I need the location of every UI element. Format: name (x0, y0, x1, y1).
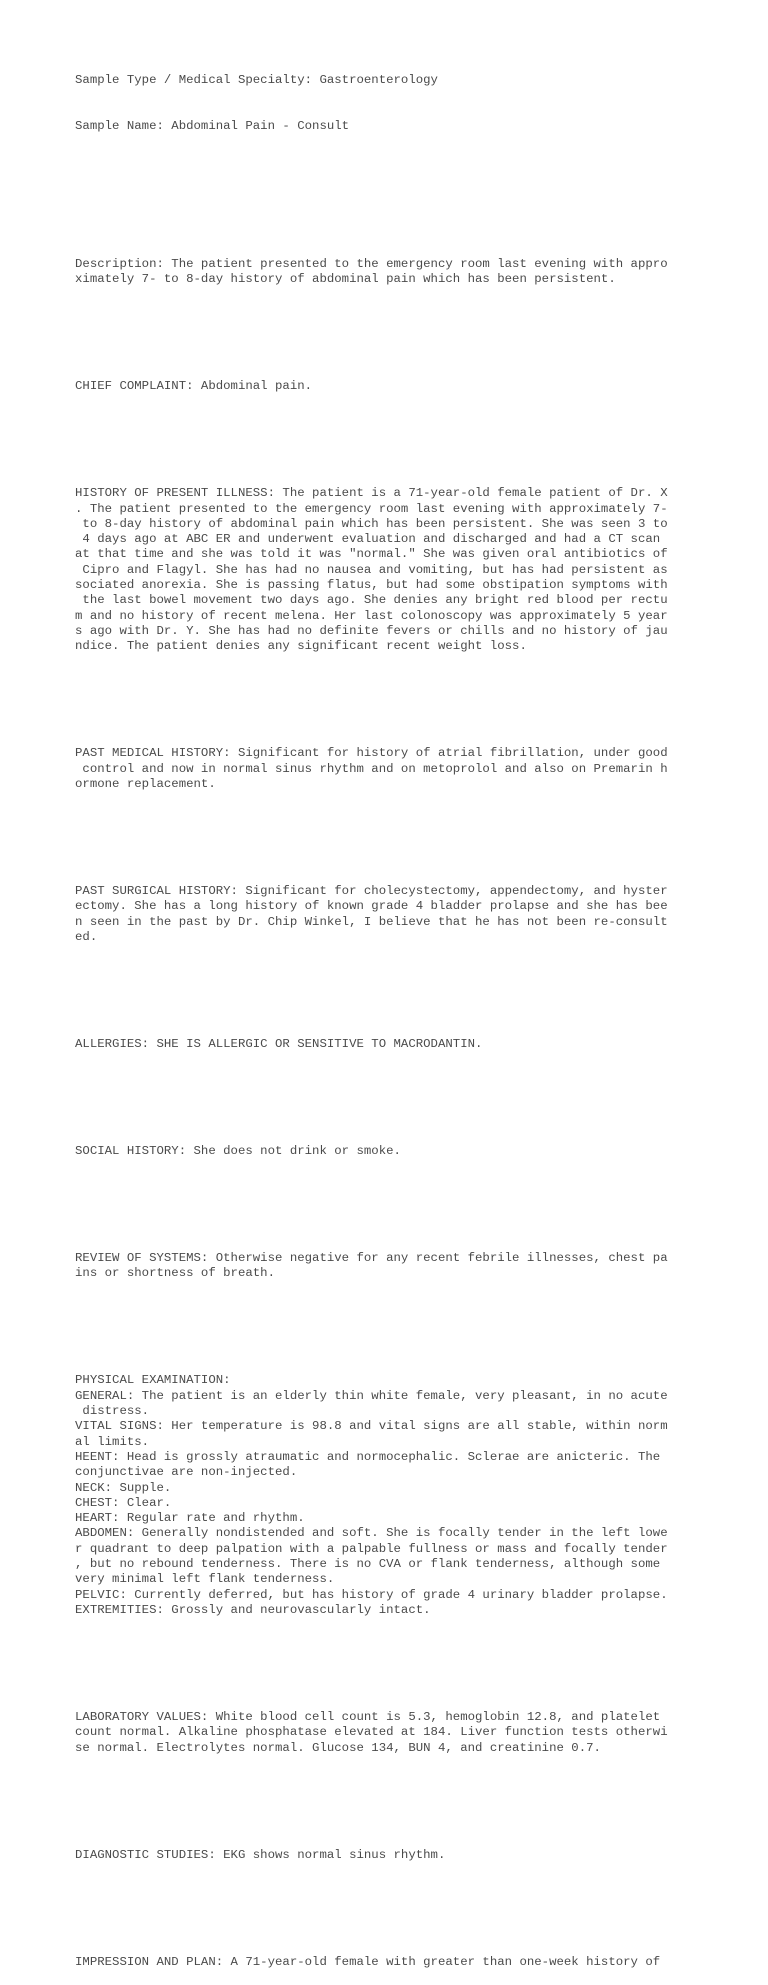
impression-and-plan-section (75, 1955, 685, 1970)
sample-type-line: Sample Type / Medical Specialty: Gastroenterology (75, 73, 438, 88)
social-history-section (75, 1144, 685, 1159)
text-line: ndice. The patient denies any significant recent weight loss. (75, 639, 527, 654)
document-body (75, 12, 685, 1985)
text-line: . The patient presented to the emergency room last evening with approximately 7- (75, 501, 668, 516)
text-line: the last bowel movement two days ago. She denies any bright red blood per rectu (75, 593, 668, 608)
review-of-systems-section (75, 1251, 685, 1282)
text-line: , but no rebound tenderness. There is no CVA or flank tenderness, although some (75, 1556, 661, 1571)
allergies-section (75, 1037, 685, 1052)
text-line: PHYSICAL EXAMINATION: (75, 1373, 231, 1388)
text-line: conjunctivae are non-injected. (75, 1465, 298, 1480)
text-line: DIAGNOSTIC STUDIES: EKG shows normal sinus rhythm. (75, 1847, 446, 1862)
text-line: ectomy. She has a long history of known grade 4 bladder prolapse and she has bee (75, 899, 668, 914)
text-line: CHIEF COMPLAINT: Abdominal pain. (75, 379, 313, 394)
text-line: at that time and she was told it was "normal." She was given oral antibiotics of (75, 547, 668, 562)
text-line: s ago with Dr. Y. She has had no definite fevers or chills and no history of jau (75, 623, 668, 638)
chief-complaint-section (75, 379, 685, 394)
description-section (75, 257, 685, 288)
text-line: to 8-day history of abdominal pain which has been persistent. She was seen 3 to (75, 516, 668, 531)
text-line: HEENT: Head is grossly atraumatic and normocephalic. Sclerae are anicteric. The (75, 1449, 661, 1464)
text-line: CHEST: Clear. (75, 1495, 172, 1510)
text-line: ins or shortness of breath. (75, 1266, 276, 1281)
text-line: VITAL SIGNS: Her temperature is 98.8 and vital signs are all stable, within norm (75, 1419, 668, 1434)
text-line: EXTREMITIES: Grossly and neurovascularly intact. (75, 1602, 431, 1617)
text-line: r quadrant to deep palpation with a palpable fullness or mass and focally tender (75, 1541, 668, 1556)
text-line: Cipro and Flagyl. She has had no nausea and vomiting, but has had persistent as (75, 562, 668, 577)
text-line: m and no history of recent melena. Her last colonoscopy was approximately 5 year (75, 608, 668, 623)
text-line: ABDOMEN: Generally nondistended and soft. She is focally tender in the left lowe (75, 1526, 668, 1541)
text-line: count normal. Alkaline phosphatase elevated at 184. Liver function tests otherwi (75, 1725, 668, 1740)
text-line: GENERAL: The patient is an elderly thin white female, very pleasant, in no acute (75, 1388, 668, 1403)
text-line: REVIEW OF SYSTEMS: Otherwise negative for any recent febrile illnesses, chest pa (75, 1251, 668, 1266)
text-line: control and now in normal sinus rhythm and on metoprolol and also on Premarin h (75, 761, 668, 776)
text-line: PAST MEDICAL HISTORY: Significant for history of atrial fibrillation, under good (75, 746, 668, 761)
text-line: se normal. Electrolytes normal. Glucose 134, BUN 4, and creatinine 0.7. (75, 1740, 601, 1755)
text-line: PELVIC: Currently deferred, but has history of grade 4 urinary bladder prolapse. (75, 1587, 668, 1602)
header (75, 43, 685, 165)
text-line: PAST SURGICAL HISTORY: Significant for cholecystectomy, appendectomy, and hyster (75, 883, 668, 898)
text-line: HISTORY OF PRESENT ILLNESS: The patient is a 71-year-old female patient of Dr. X (75, 486, 668, 501)
text-line: ormone replacement. (75, 776, 216, 791)
text-line: al limits. (75, 1434, 150, 1449)
text-line: distress. (75, 1404, 150, 1419)
physical-examination-section (75, 1373, 685, 1618)
text-line: ed. (75, 929, 98, 944)
text-line: LABORATORY VALUES: White blood cell count is 5.3, hemoglobin 12.8, and platelet (75, 1709, 661, 1724)
text-line: NECK: Supple. (75, 1480, 172, 1495)
text-line: sociated anorexia. She is passing flatus, but had some obstipation symptoms with (75, 577, 668, 592)
text-line: HEART: Regular rate and rhythm. (75, 1511, 305, 1526)
past-medical-history-section (75, 746, 685, 792)
history-of-present-illness-section (75, 486, 685, 654)
sample-name-line: Sample Name: Abdominal Pain - Consult (75, 119, 350, 134)
text-line: 4 days ago at ABC ER and underwent evaluation and discharged and had a CT scan (75, 532, 661, 547)
text-line: SOCIAL HISTORY: She does not drink or smoke. (75, 1143, 401, 1158)
text-line: very minimal left flank tenderness. (75, 1572, 335, 1587)
past-surgical-history-section (75, 884, 685, 945)
text-line: ximately 7- to 8-day history of abdominal pain which has been persistent. (75, 272, 616, 287)
diagnostic-studies-section (75, 1848, 685, 1863)
laboratory-values-section (75, 1710, 685, 1756)
text-line: ALLERGIES: SHE IS ALLERGIC OR SENSITIVE TO MACRODANTIN. (75, 1036, 483, 1051)
text-line: Description: The patient presented to the emergency room last evening with appro (75, 256, 668, 271)
text-line: IMPRESSION AND PLAN: A 71-year-old female with greater than one-week history of (75, 1954, 661, 1969)
text-line: n seen in the past by Dr. Chip Winkel, I believe that he has not been re-consult (75, 914, 668, 929)
